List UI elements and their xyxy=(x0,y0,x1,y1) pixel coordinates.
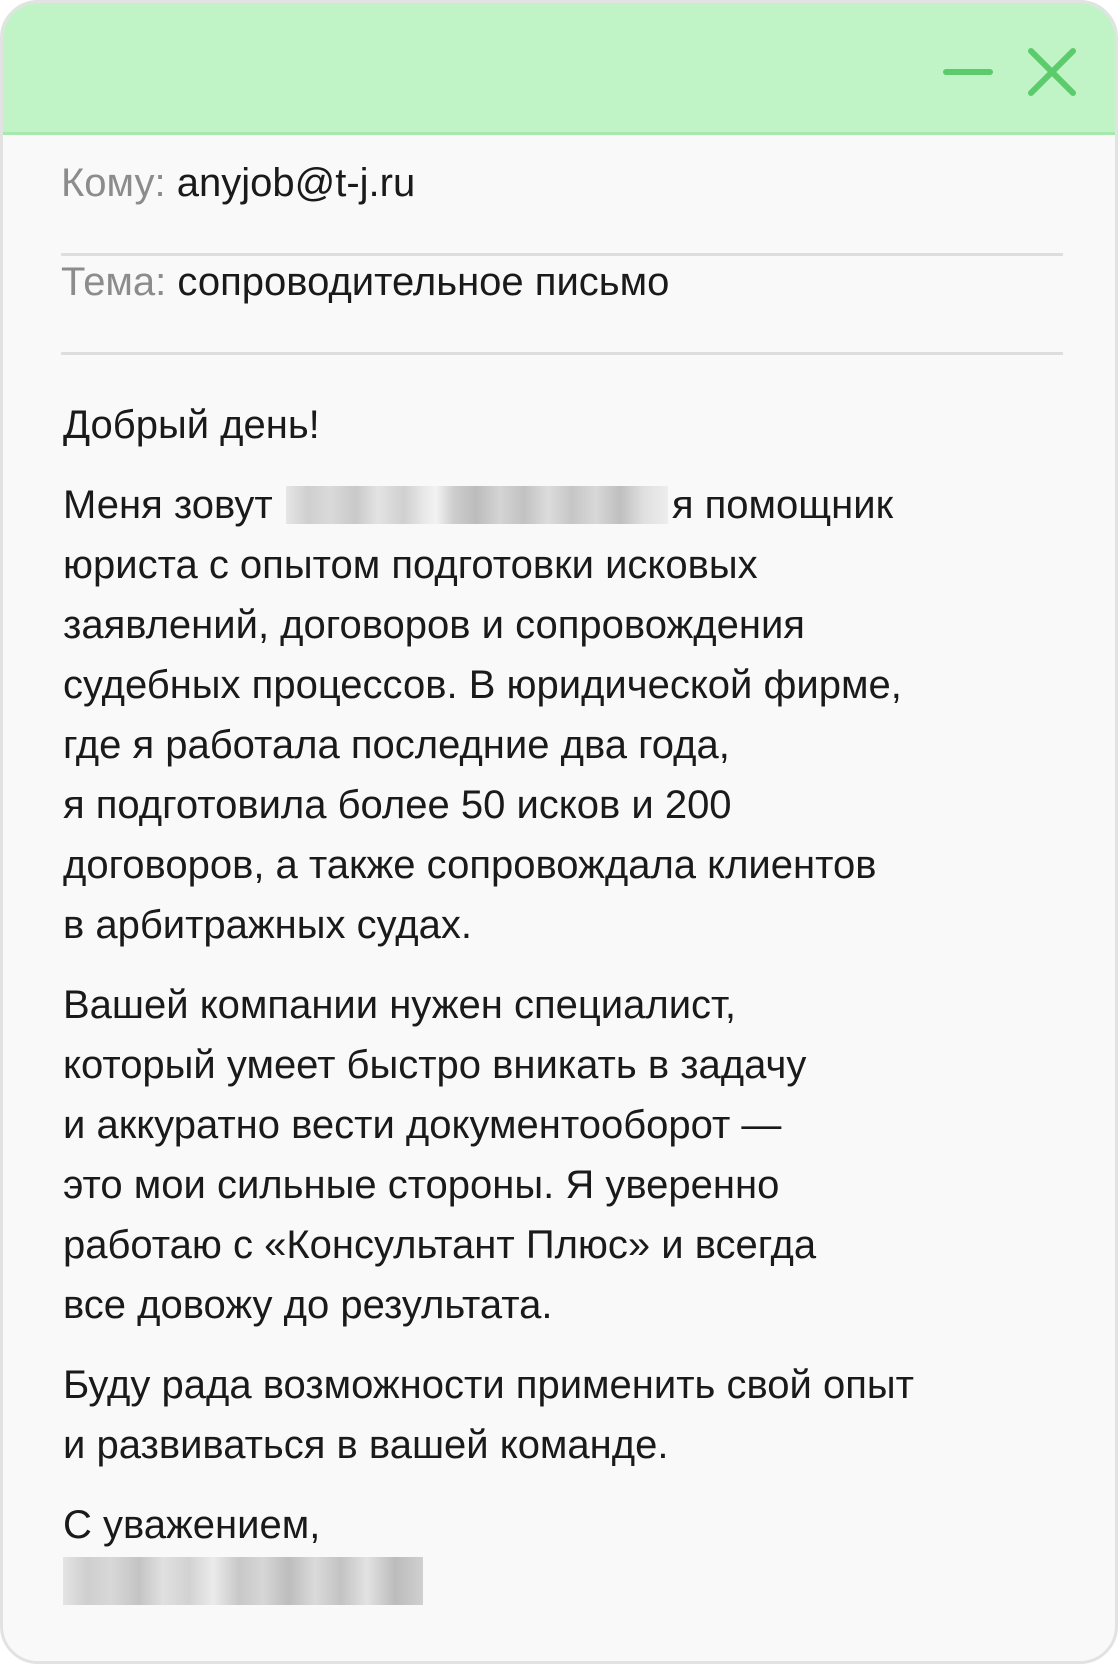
minimize-button[interactable] xyxy=(943,57,993,87)
intro-prefix: Меня зовут xyxy=(63,483,273,527)
intro-line-5: где я работала последние два года, xyxy=(63,723,730,767)
minus-icon xyxy=(943,57,993,87)
closing-line-2: и развиваться в вашей команде. xyxy=(63,1423,669,1467)
intro-line-7: договоров, а также сопровождала клиентов xyxy=(63,843,877,887)
intro-line-3: заявлений, договоров и сопровождения xyxy=(63,603,805,647)
intro-line-2: юриста с опытом подготовки исковых xyxy=(63,543,758,587)
subject-field[interactable] xyxy=(61,257,1063,355)
close-icon xyxy=(1025,45,1079,99)
intro-line-6: я подготовила более 50 исков и 200 xyxy=(63,783,732,827)
intro-line-4: судебных процессов. В юридической фирме, xyxy=(63,663,902,707)
paragraph-intro xyxy=(63,475,1073,955)
strengths-line-2: который умеет быстро вникать в задачу xyxy=(63,1043,807,1087)
signature-block xyxy=(63,1495,1073,1605)
window-titlebar xyxy=(3,3,1115,135)
greeting xyxy=(63,395,1073,455)
intro-suffix: я помощник xyxy=(671,483,894,527)
redacted-name xyxy=(286,486,668,524)
redacted-signature xyxy=(63,1557,423,1605)
letter-body[interactable] xyxy=(63,395,1073,1605)
to-value: anyjob@t-j.ru xyxy=(176,161,416,205)
subject-label: Тема: xyxy=(61,260,167,304)
subject-value: сопроводительное письмо xyxy=(177,260,670,304)
strengths-line-3: и аккуратно вести документооборот — xyxy=(63,1103,782,1147)
closing-salutation: С уважением, xyxy=(63,1503,321,1547)
intro-line-8: в арбитражных судах. xyxy=(63,903,473,947)
to-field[interactable] xyxy=(61,158,1063,256)
paragraph-strengths xyxy=(63,975,1073,1335)
paragraph-closing xyxy=(63,1355,1073,1475)
to-label: Кому: xyxy=(61,161,166,205)
strengths-line-1: Вашей компании нужен специалист, xyxy=(63,983,737,1027)
greeting-text: Добрый день! xyxy=(63,403,320,447)
close-button[interactable] xyxy=(1025,45,1079,99)
closing-line-1: Буду рада возможности применить свой опыт xyxy=(63,1363,914,1407)
strengths-line-5: работаю с «Консультант Плюс» и всегда xyxy=(63,1223,817,1267)
strengths-line-4: это мои сильные стороны. Я уверенно xyxy=(63,1163,780,1207)
strengths-line-6: все довожу до результата. xyxy=(63,1283,553,1327)
